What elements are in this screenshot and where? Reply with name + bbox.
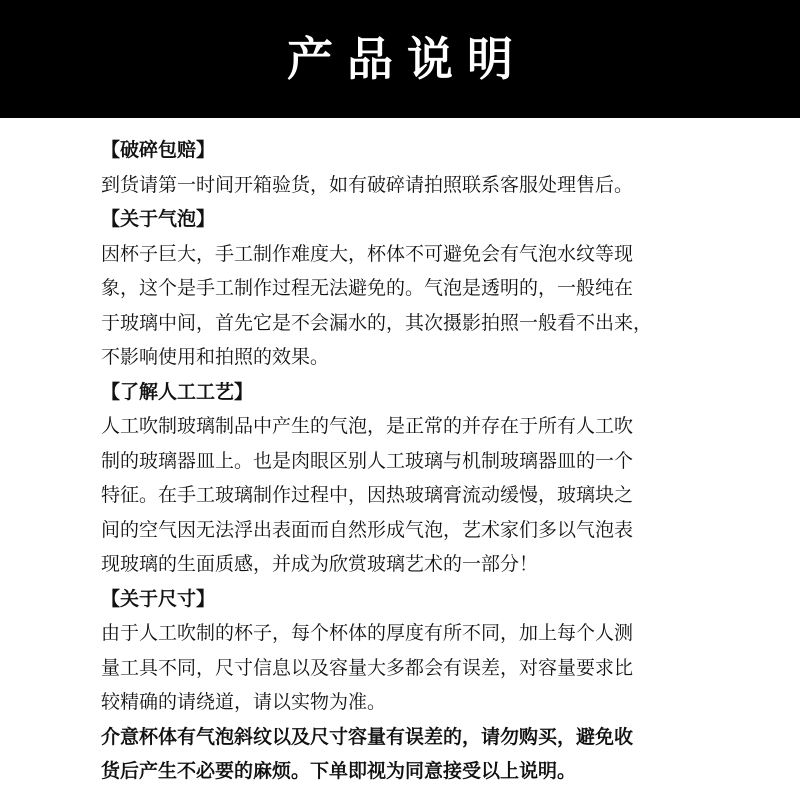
body-line: 量工具不同，尺寸信息以及容量大多都会有误差，对容量要求比 [101,656,634,679]
notice-line: 介意杯体有气泡斜纹以及尺寸容量有误差的，请勿购买，避免收 [101,725,634,748]
page-title: 产品说明 [287,32,527,86]
body-line: 不影响使用和拍照的效果。 [101,346,330,368]
body-line: 到货请第一时间开箱验货，如有破碎请拍照联系客服处理售后。 [101,173,634,196]
section-title: 【了解人工工艺】 [101,380,254,403]
section-body [101,168,721,203]
body-line: 较精确的请绕道，请以实物为准。 [101,691,387,713]
body-line: 制的玻璃器皿上。也是肉眼区别人工玻璃与机制玻璃器皿的一个 [101,449,634,472]
notice-line: 货后产生不必要的麻烦。下单即视为同意接受以上说明。 [101,760,577,782]
section-handcraft-process [101,375,721,582]
body-line: 由于人工吹制的杯子，每个杯体的厚度有所不同，加上每个人测 [101,622,634,644]
description-content [101,133,721,789]
section-body [101,237,721,375]
body-line: 于玻璃中间，首先它是不会漏水的，其次摄影拍照一般看不出来， [101,311,653,334]
section-title: 【关于气泡】 [101,208,216,230]
body-line: 因杯子巨大，手工制作难度大，杯体不可避免会有气泡水纹等现 [101,242,634,265]
purchase-notice [101,720,721,789]
header-banner [0,0,800,118]
body-line: 间的空气因无法浮出表面而自然形成气泡，艺术家们多以气泡表 [101,518,634,541]
body-line: 现玻璃的生面质感，并成为欣赏玻璃艺术的一部分！ [101,553,539,575]
section-about-bubbles [101,202,721,375]
section-title: 【关于尺寸】 [101,587,216,610]
body-line: 人工吹制玻璃制品中产生的气泡，是正常的并存在于所有人工吹 [101,415,634,437]
section-title: 【破碎包赔】 [101,139,216,161]
section-body [101,409,721,582]
section-breakage-compensation [101,133,721,202]
section-body [101,616,721,720]
section-about-size [101,582,721,720]
body-line: 特征。在手工玻璃制作过程中，因热玻璃膏流动缓慢，玻璃块之 [101,484,634,506]
body-line: 象，这个是手工制作过程无法避免的。气泡是透明的，一般纯在 [101,277,634,299]
